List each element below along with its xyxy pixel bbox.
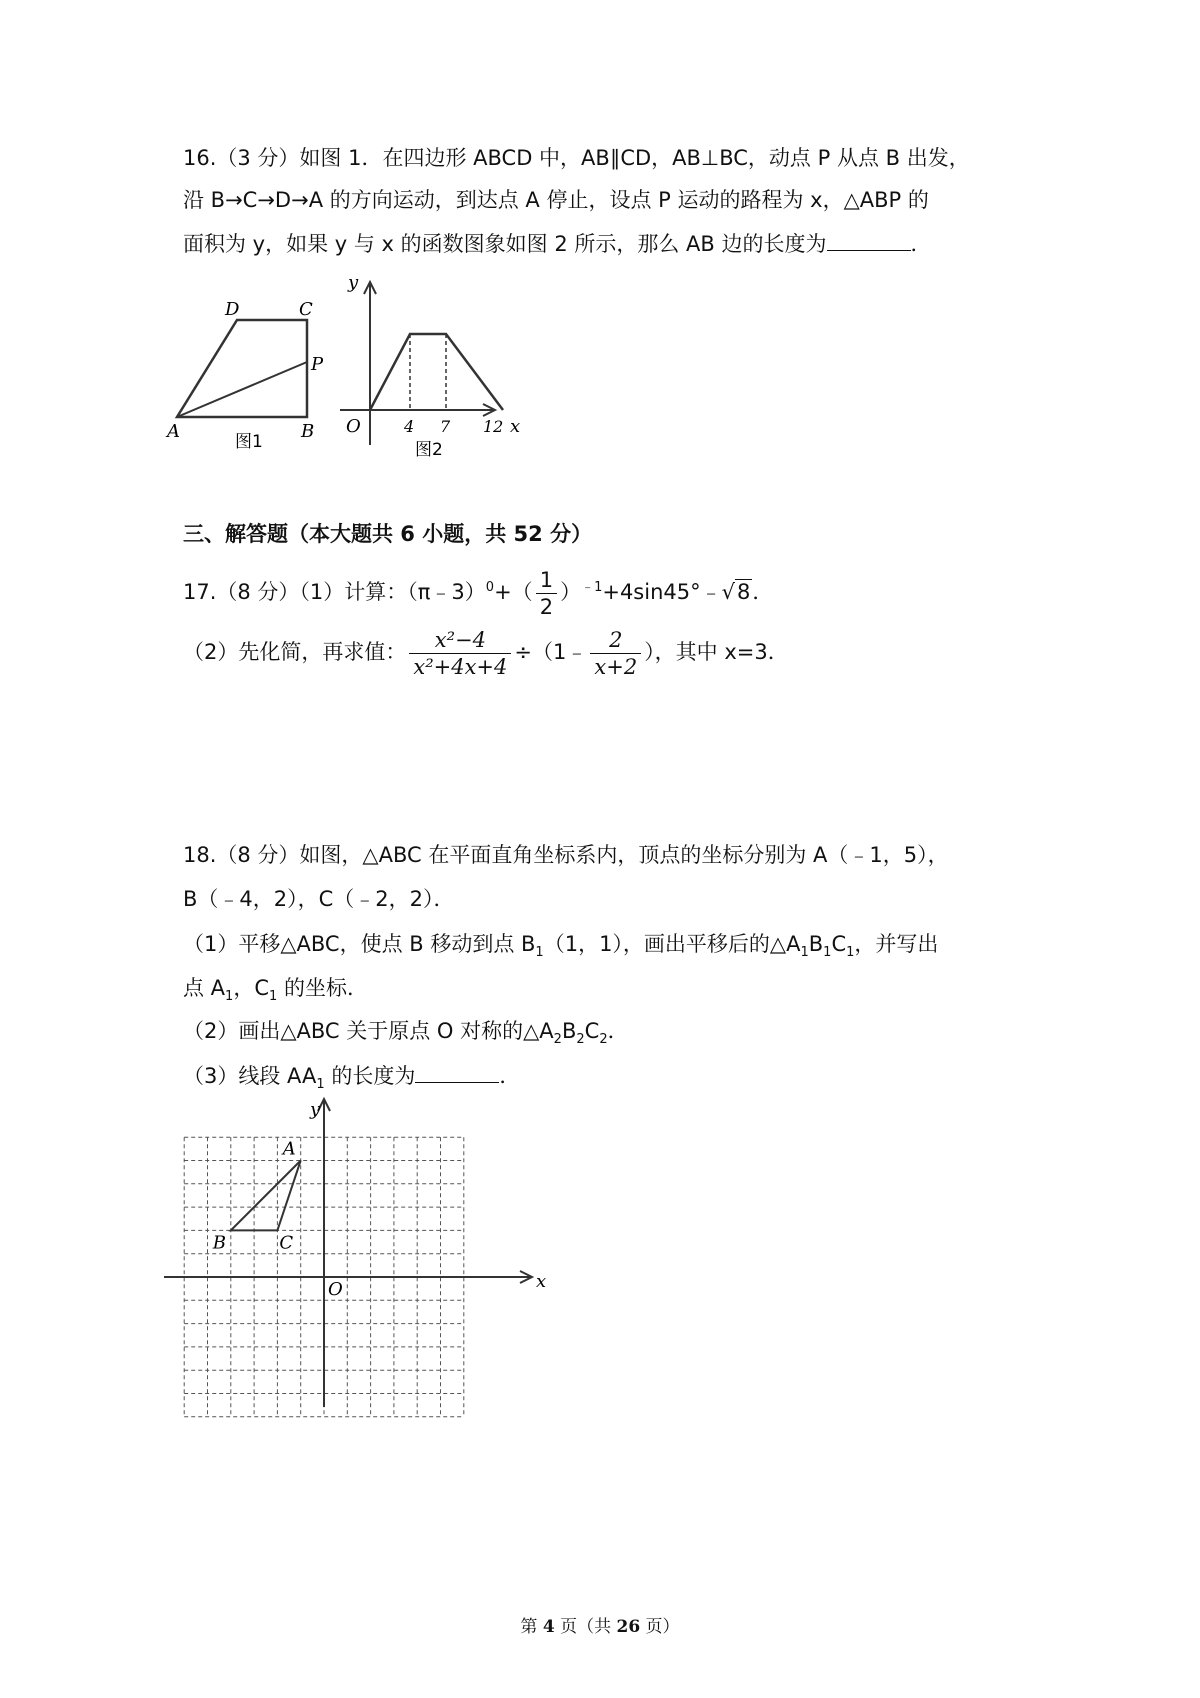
q18-line-3 [183,929,938,968]
q16-line-3-text: 面积为 y，如果 y 与 x 的函数图象如图 2 所示，那么 AB 边的长度为 [183,232,827,256]
triangle-abc [231,1161,301,1231]
q16-line-3-end: ． [910,232,932,256]
q17-p2-div: ÷（1﹣ [514,640,588,664]
q18-l5-c: C [584,1019,600,1043]
origin-label: O [346,416,361,437]
q17-exp-neg1: ﹣1 [581,580,603,595]
grid-axis-label-y: y [310,1099,321,1120]
q16-line-1: 16.（3 分）如图 1．在四边形 ABCD 中，AB∥CD，AB⊥BC，动点 P 从点 B 出发， [183,146,970,170]
q18-l4-b: ，C [233,976,269,1000]
label-b: B [301,421,315,442]
fig2-caption: 图2 [415,440,443,460]
q17-p1-end: ． [752,580,774,604]
fraction-one-half [536,567,557,620]
q17-part-1 [183,558,773,622]
q17-p2-end: ），其中 x=3． [644,640,789,664]
quadrilateral-abcd [177,320,307,417]
q18-l6-end: ． [499,1064,521,1088]
frac-main-denominator: x²+4x+4 [413,654,508,679]
answer-blank-q18[interactable] [415,1060,499,1083]
footer-mid: 页（共 [554,1617,617,1637]
q18-line-1: 18.（8 分）如图，△ABC 在平面直角坐标系内，顶点的坐标分别为 A（﹣1，5）， [183,843,949,867]
q18-l3-sub2: 1 [800,945,809,961]
q18-l3-e: ，并写出 [854,932,939,956]
q18-l3-a: （1）平移△ABC，使点 B 移动到点 B [183,932,536,956]
q18-l4-c: 的坐标． [277,976,368,1000]
q18-l3-sub1: 1 [535,945,544,961]
segment-ap [177,362,307,417]
tick-12: 12 [483,417,504,436]
fig1-caption: 图1 [235,432,263,452]
q17-p1-rest: +4sin45°﹣ [602,580,722,604]
fraction-main [409,627,511,680]
q18-l3-c: B [808,932,824,956]
page-footer [0,1612,1200,1637]
grid-origin-label: O [328,1279,343,1300]
label-d: D [225,299,240,320]
label-a: A [167,421,180,442]
fraction-second [590,627,641,680]
q18-l6-b: 的长度为 [324,1064,416,1088]
q18-line-4 [183,973,368,1012]
q16-line-3 [183,228,932,259]
grid-label-b: B [212,1232,227,1254]
q17-part-2 [183,622,789,682]
q18-l5-d: ． [607,1019,629,1043]
q18-line-5 [183,1016,629,1055]
footer-post: 页） [640,1617,680,1637]
q18-l4-sub2: 1 [269,989,278,1005]
q18-l6-a: （3）线段 AA [183,1064,317,1088]
q18-l3-d: C [831,932,847,956]
q16-figure-2 [340,270,540,465]
q18-l5-a: （2）画出△ABC 关于原点 O 对称的△A [183,1019,554,1043]
footer-total-pages: 26 [616,1617,641,1637]
q18-l5-b: B [561,1019,577,1043]
answer-blank-q16[interactable] [827,228,911,251]
axis-label-x: x [510,416,521,437]
coordinate-grid [160,1095,547,1410]
q18-l3-sub3: 1 [823,945,832,961]
footer-page-number: 4 [542,1617,555,1637]
q16-figure-1 [165,295,340,460]
tick-7: 7 [440,417,451,436]
q18-l3-sub4: 1 [846,945,855,961]
q18-l4-a: 点 A [183,976,226,1000]
sqrt-radicand: 8 [737,580,751,604]
q18-l5-sub2: 2 [576,1032,585,1048]
frac-second-denominator: x+2 [594,654,638,679]
q18-l3-b: （1，1），画出平移后的△A [543,932,801,956]
q16-line-2: 沿 B→C→D→A 的方向运动，到达点 A 停止，设点 P 运动的路程为 x，△ABP 的 [183,188,929,212]
q18-line-2: B（﹣4，2），C（﹣2，2）． [183,887,455,911]
frac-main-numerator: x²−4 [409,627,511,654]
q18-l4-sub1: 1 [225,989,234,1005]
frac-numerator: 1 [536,567,557,594]
q18-l5-sub3: 2 [599,1032,608,1048]
function-graph [370,334,503,410]
q17-p1-plus: +（ [494,580,533,604]
grid-label-a: A [282,1138,296,1160]
q17-p1-close: ） [560,580,582,604]
grid-label-c: C [279,1232,294,1254]
q17-p2-prefix: （2）先化简，再求值： [183,640,407,664]
axis-label-y: y [348,272,359,293]
q17-p1-prefix: 17.（8 分）（1）计算：（π﹣3） [183,580,486,604]
label-p: P [311,354,324,375]
grid-axis-label-x: x [536,1271,547,1292]
label-c: C [299,299,313,320]
frac-denominator: 2 [539,594,554,619]
tick-4: 4 [404,417,415,436]
sqrt-symbol: √ [721,580,735,604]
frac-second-numerator: 2 [590,627,641,654]
q17-exp-0: 0 [485,580,495,595]
q18-l5-sub1: 2 [553,1032,562,1048]
footer-pre: 第 [520,1617,543,1637]
q18-l6-sub: 1 [316,1077,325,1093]
section-heading: 三、解答题（本大题共 6 小题，共 52 分） [183,522,593,546]
